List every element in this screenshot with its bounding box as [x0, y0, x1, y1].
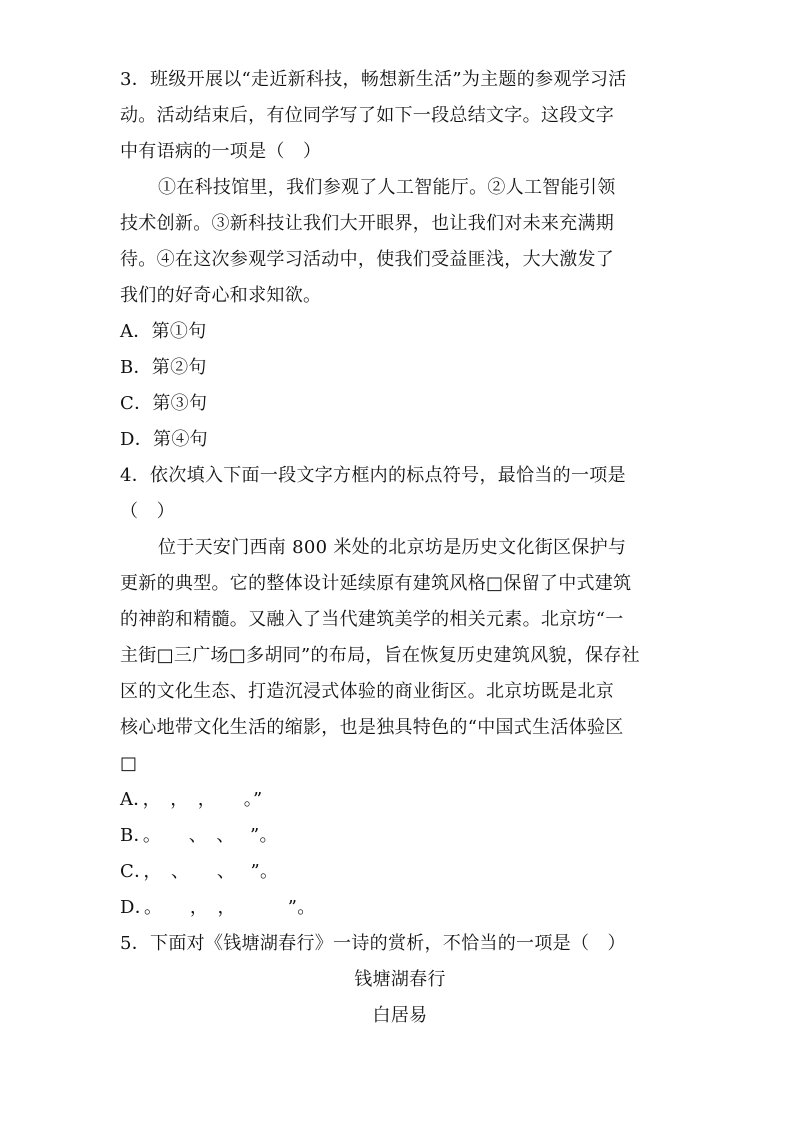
- question-3-option-a: A．第①句: [120, 321, 207, 342]
- question-4: [120, 458, 680, 926]
- question-4-stem-line: 4．依次填入下面一段文字方框内的标点符号，最恰当的一项是: [120, 465, 626, 486]
- poem-author: 白居易: [372, 1005, 428, 1026]
- question-4-option-b: B．。 、 、 ”。: [120, 825, 278, 846]
- question-3-passage-line: 待。④在这次参观学习活动中，使我们受益匪浅，大大激发了: [120, 249, 615, 270]
- question-4-stem-line: （ ）: [120, 501, 175, 522]
- question-5-stem: 5．下面对《钱塘湖春行》一诗的赏析，不恰当的一项是（ ）: [120, 933, 626, 954]
- question-3-option-b: B．第②句: [120, 357, 207, 378]
- question-3-passage-line: ①在科技馆里，我们参观了人工智能厅。②人工智能引领: [158, 177, 616, 198]
- question-5: [120, 926, 680, 1034]
- question-3: [120, 62, 680, 458]
- question-4-passage-line: 位于天安门西南 800 米处的北京坊是历史文化街区保护与: [158, 537, 627, 558]
- poem-title: 钱塘湖春行: [354, 969, 446, 990]
- question-4-option-d: D．。 ， ， ”。: [120, 897, 316, 918]
- question-4-passage-line: 主街□三广场□多胡同”的布局，旨在恢复历史建筑风貌，保存社: [120, 645, 640, 666]
- question-4-option-c: C．， 、 、 ”。: [120, 861, 279, 882]
- question-3-stem-line: 动。活动结束后，有位同学写了如下一段总结文字。这段文字: [120, 105, 615, 126]
- question-4-passage-line: □: [120, 753, 138, 774]
- question-3-passage-line: 我们的好奇心和求知欲。: [120, 285, 322, 306]
- question-3-stem-line: 中有语病的一项是（ ）: [120, 141, 322, 162]
- question-3-option-c: C．第③句: [120, 393, 208, 414]
- question-3-passage-line: 技术创新。③新科技让我们大开眼界，也让我们对未来充满期: [120, 213, 615, 234]
- question-3-stem-line: 3．班级开展以“走近新科技，畅想新生活”为主题的参观学习活: [120, 69, 627, 90]
- question-4-passage-line: 核心地带文化生活的缩影，也是独具特色的“中国式生活体验区: [120, 717, 624, 738]
- question-4-passage-line: 的神韵和精髓。又融入了当代建筑美学的相关元素。北京坊“一: [120, 609, 624, 630]
- question-4-passage-line: 区的文化生态、打造沉浸式体验的商业街区。北京坊既是北京: [120, 681, 615, 702]
- question-4-option-a: A．， ， ， 。”: [120, 789, 263, 810]
- question-3-option-d: D．第④句: [120, 429, 208, 450]
- question-4-passage-line: 更新的典型。它的整体设计延续原有建筑风格□保留了中式建筑: [120, 573, 632, 594]
- exam-page: [120, 62, 680, 1034]
